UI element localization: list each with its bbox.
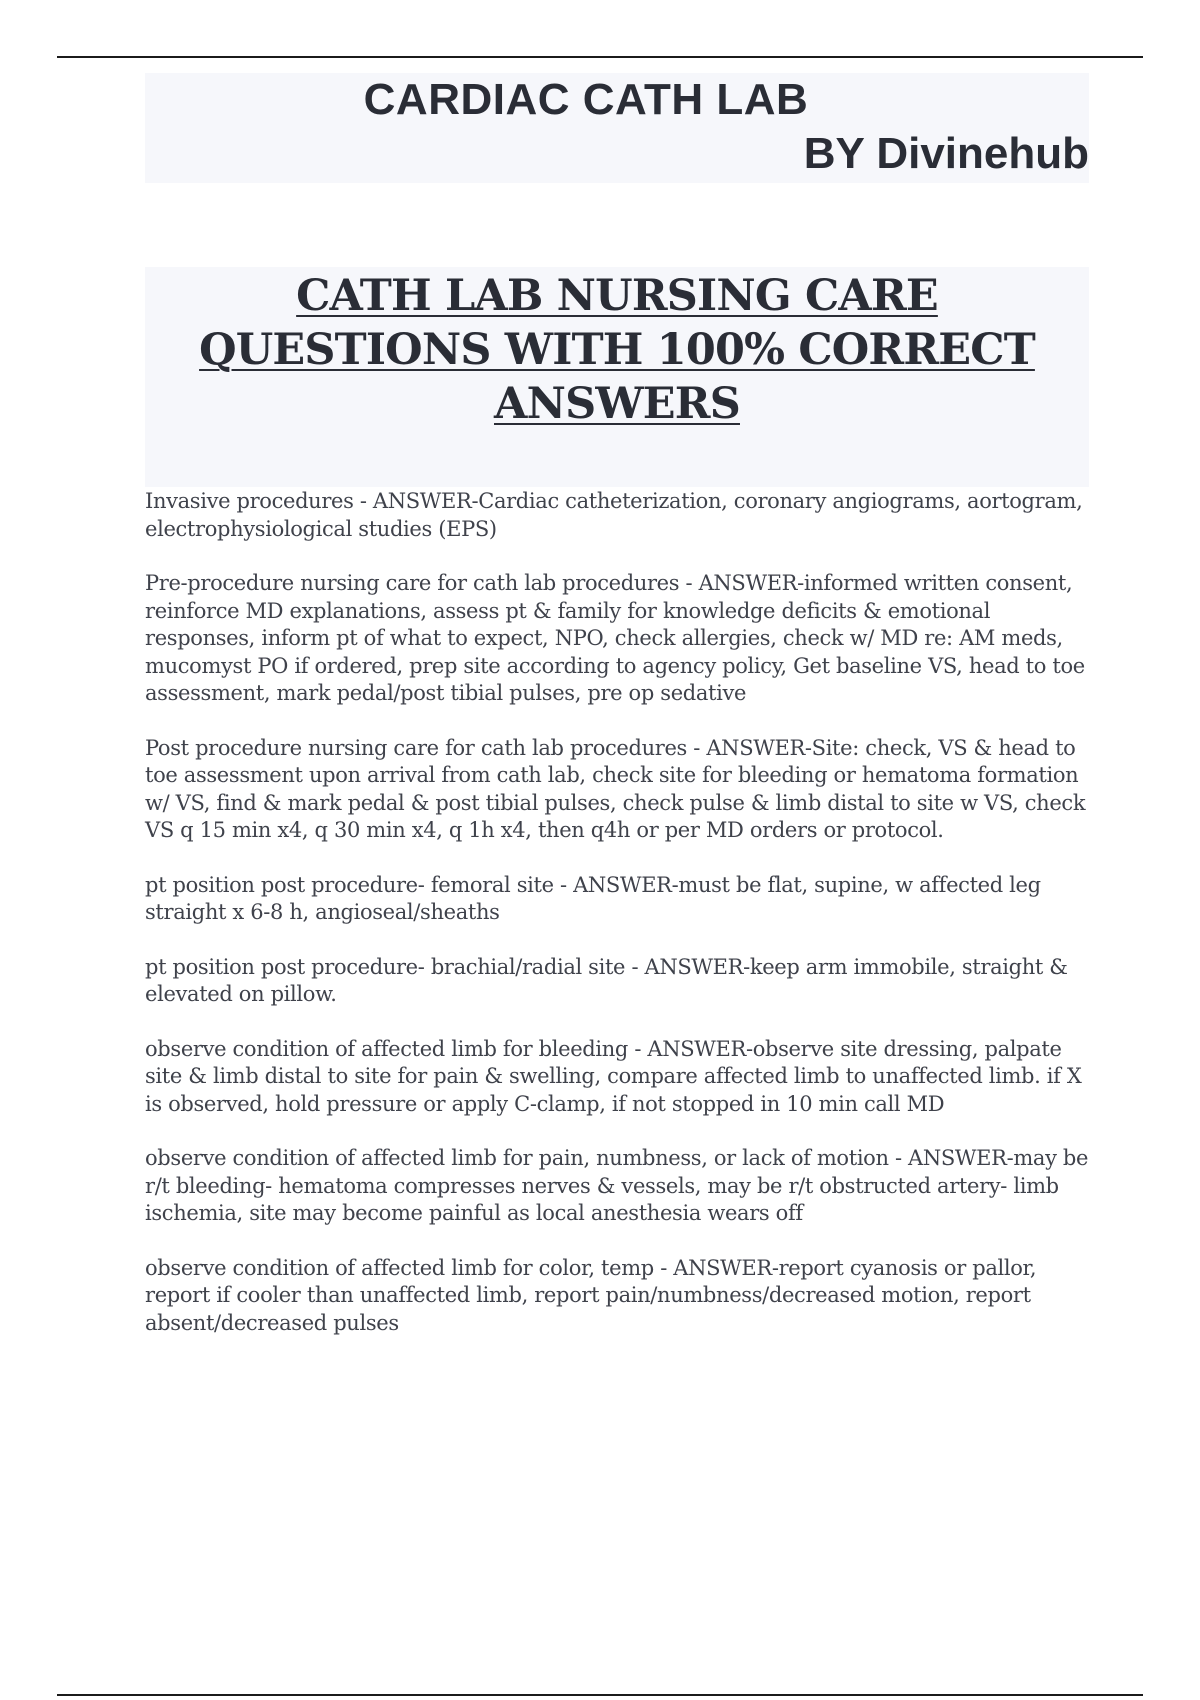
header-title-text: CARDIAC CATH LAB <box>363 75 809 124</box>
header-title <box>145 75 1089 125</box>
qa-list <box>145 488 1091 1364</box>
top-rule <box>57 56 1143 58</box>
qa-item: pt position post procedure- brachial/radial site - ANSWER-keep arm immobile, straight & elevated on pillow. <box>145 954 1068 1006</box>
qa-item: observe condition of affected limb for pain, numbness, or lack of motion - ANSWER-may be r/t bleeding- hematoma compresses nerves & vessels, may be r/t obstructed artery- limb ischemia, site may become painful as local anesthesia wears off <box>145 1146 1089 1225</box>
qa-item: Pre-procedure nursing care for cath lab procedures - ANSWER-informed written consent, reinforce MD explanations, assess pt & family for knowledge deficits & emotional responses, inform pt of what to expect, NPO, check allergies, check w/ MD re: AM meds, mucomyst PO if ordered, prep site according to agency policy, Get baseline VS, head to toe assessment, mark pedal/post tibial pulses, pre op sedative <box>145 571 1085 705</box>
qa-item: observe condition of affected limb for color, temp - ANSWER-report cyanosis or pallor, report if cooler than unaffected limb, report pain/numbness/decreased motion, report absent/decreased pulses <box>145 1255 1037 1335</box>
qa-item: Invasive procedures - ANSWER-Cardiac catheterization, coronary angiograms, aortogram, electrophysiological studies (EPS) <box>145 489 1083 541</box>
bottom-rule <box>57 1694 1143 1696</box>
header-author: BY Divinehub <box>803 129 1089 178</box>
qa-item: observe condition of affected limb for bleeding - ANSWER-observe site dressing, palpate site & limb distal to site for pain & swelling, compare affected limb to unaffected limb. if X is observed, hold pressure or apply C-clamp, if not stopped in 10 min call MD <box>145 1036 1082 1116</box>
qa-item: pt position post procedure- femoral site - ANSWER-must be flat, supine, w affected leg straight x 6-8 h, angioseal/sheaths <box>145 872 1041 924</box>
title-banner <box>145 267 1089 487</box>
document-title: CATH LAB NURSING CARE QUESTIONS WITH 100% CORRECT ANSWERS <box>199 271 1035 429</box>
qa-item: Post procedure nursing care for cath lab procedures - ANSWER-Site: check, VS & head to toe assessment upon arrival from cath lab, check site for bleeding or hematoma formation w/ VS, find & mark pedal & post tibial pulses, check pulse & limb distal to site w VS, check VS q 15 min x4, q 30 min x4, q 1h x4, then q4h or per MD orders or protocol. <box>145 735 1086 842</box>
header-banner <box>145 73 1089 183</box>
